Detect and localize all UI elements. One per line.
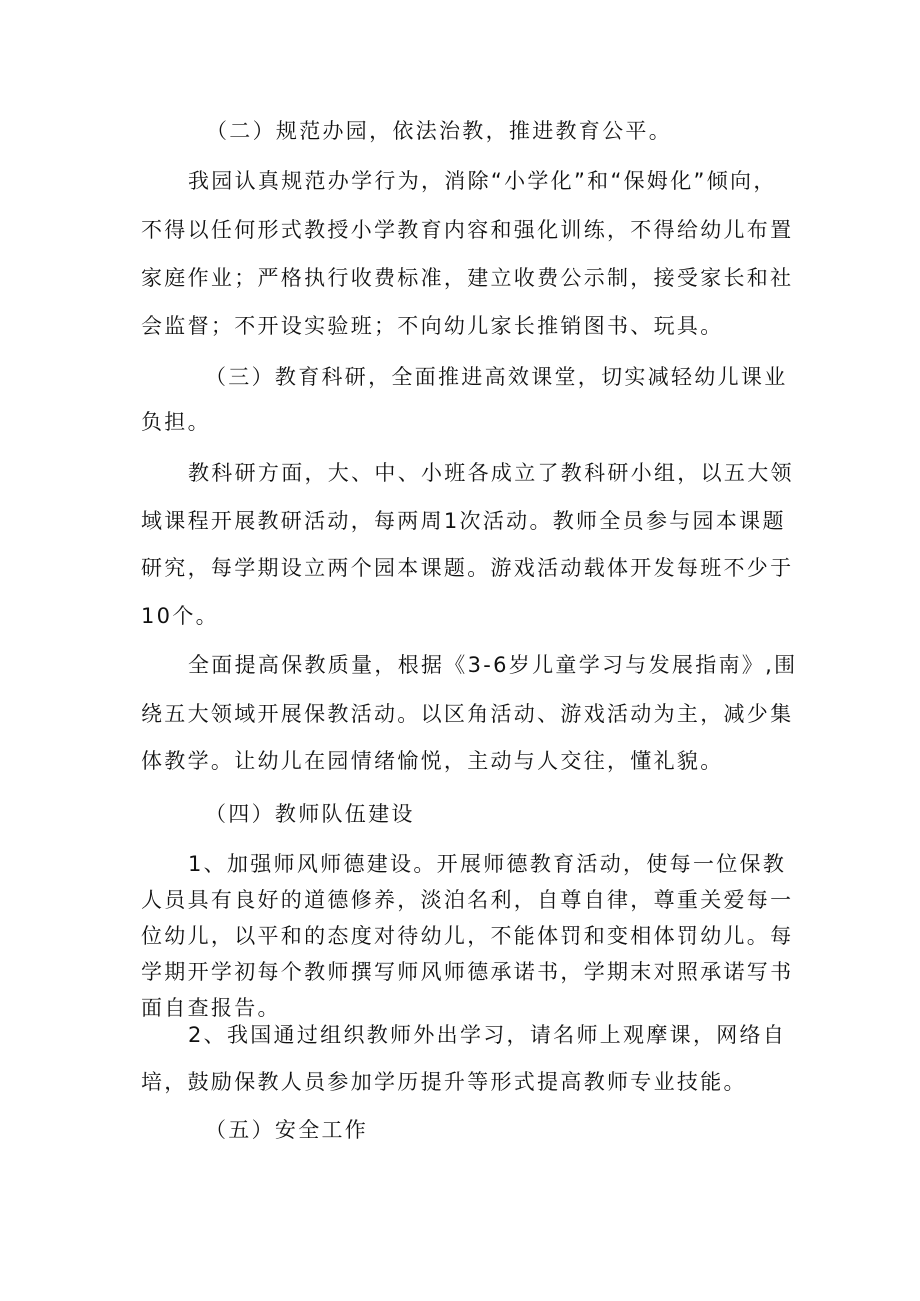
- section3-heading-line-1: （三）教育科研，全面推进高效课堂，切实减轻幼儿课业: [205, 365, 788, 389]
- section2-line-3: 家庭作业；严格执行收费标准，建立收费公示制，接受家长和社: [141, 266, 794, 290]
- section3-heading-line-2: 负担。: [141, 410, 211, 434]
- section3-para2-line-3: 体教学。让幼儿在园情绪愉悦，主动与人交往，懂礼貌。: [141, 749, 724, 773]
- section5-heading: （五）安全工作: [205, 1118, 369, 1142]
- section2-line-4: 会监督；不开设实验班；不向幼儿家长推销图书、玩具。: [141, 314, 724, 338]
- section4-item2-line-2: 培，鼓励保教人员参加学历提升等形式提高教师专业技能。: [141, 1070, 747, 1094]
- section4-item2-line-1: 2、我国通过组织教师外出学习，请名师上观摩课，网络自: [188, 1023, 787, 1047]
- section4-item1-line-5: 面自查报告。: [141, 996, 281, 1020]
- section3-para2-line-1: 全面提高保教质量，根据《3-6岁儿童学习与发展指南》,围: [188, 653, 798, 677]
- section4-item1-line-1: 1、加强师风师德建设。开展师德教育活动，使每一位保教: [188, 852, 787, 876]
- section3-para2-line-2: 绕五大领域开展保教活动。以区角活动、游戏活动为主，减少集: [141, 702, 794, 726]
- section3-para1-line-2: 域课程开展教研活动，每两周1次活动。教师全员参与园本课题: [141, 509, 786, 533]
- section4-item1-line-2: 人员具有良好的道德修养，淡泊名利，自尊自律，尊重关爱每一: [141, 888, 794, 912]
- section2-heading: （二）规范办园，依法治教，推进教育公平。: [206, 119, 672, 143]
- section4-item1-line-3: 位幼儿，以平和的态度对待幼儿，不能体罚和变相体罚幼儿。每: [141, 924, 794, 948]
- section3-para1-line-1: 教科研方面，大、中、小班各成立了教科研小组，以五大领: [188, 461, 794, 485]
- section3-para1-line-4: 10个。: [141, 604, 219, 628]
- section3-para1-line-3: 研究，每学期设立两个园本课题。游戏活动载体开发每班不少于: [141, 556, 794, 580]
- section4-heading: （四）教师队伍建设: [205, 802, 415, 826]
- section2-line-1: 我园认真规范办学行为，消除“小学化”和“保姆化”倾向，: [188, 169, 777, 193]
- section2-line-2: 不得以任何形式教授小学教育内容和强化训练，不得给幼儿布置: [141, 218, 794, 242]
- section4-item1-line-4: 学期开学初每个教师撰写师风师德承诺书，学期末对照承诺写书: [141, 960, 794, 984]
